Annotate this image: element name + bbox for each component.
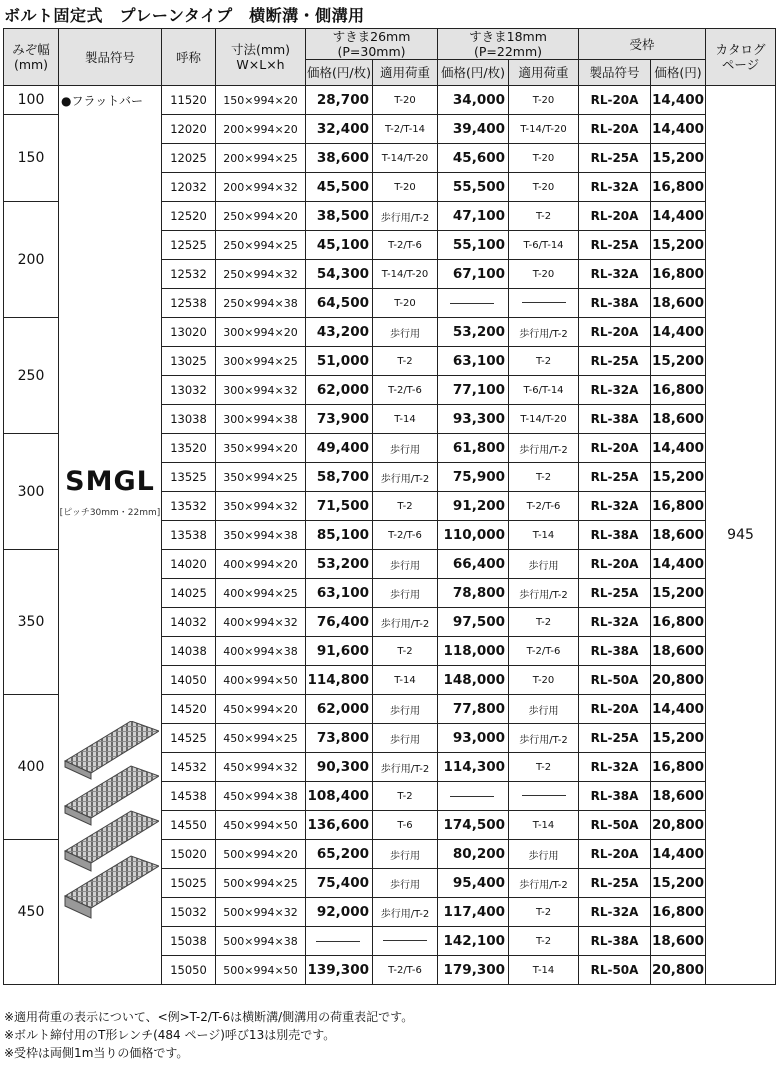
load-18-cell: T-20: [509, 144, 579, 173]
dimension-cell: 300×994×25: [216, 347, 306, 376]
load-18-cell: T-20: [509, 86, 579, 115]
frame-code-cell: RL-20A: [579, 695, 651, 724]
price-26-cell: 45,100: [306, 231, 373, 260]
groove-width-cell: 150: [4, 115, 59, 202]
dimension-cell: 500×994×25: [216, 869, 306, 898]
load-26-cell: T-14: [373, 405, 438, 434]
price-26-cell: [306, 927, 373, 956]
nominal-cell: 14032: [162, 608, 216, 637]
frame-code-cell: RL-38A: [579, 405, 651, 434]
dimension-cell: 300×994×32: [216, 376, 306, 405]
load-18-cell: T-2: [509, 898, 579, 927]
load-26-cell: T-2/T-6: [373, 956, 438, 985]
price-18-cell: 174,500: [438, 811, 509, 840]
frame-price-cell: 20,800: [651, 811, 706, 840]
note-1: ※適用荷重の表示について、<例>T-2/T-6は横断溝/側溝用の荷重表記です。: [4, 1010, 414, 1024]
price-18-cell: 179,300: [438, 956, 509, 985]
dimension-cell: 500×994×38: [216, 927, 306, 956]
load-26-cell: T-2: [373, 637, 438, 666]
frame-code-cell: RL-32A: [579, 608, 651, 637]
dimension-cell: 250×994×20: [216, 202, 306, 231]
header-frame-code: 製品符号: [579, 60, 651, 86]
nominal-cell: 12538: [162, 289, 216, 318]
load-18-cell: T-6/T-14: [509, 231, 579, 260]
frame-price-cell: 20,800: [651, 956, 706, 985]
frame-code-cell: RL-20A: [579, 550, 651, 579]
dash-mark: [450, 796, 494, 797]
frame-code-cell: RL-50A: [579, 811, 651, 840]
dimension-cell: 400×994×32: [216, 608, 306, 637]
load-18-cell: 歩行用/T-2: [509, 434, 579, 463]
load-18-cell: [509, 289, 579, 318]
frame-code-cell: RL-20A: [579, 318, 651, 347]
nominal-cell: 13538: [162, 521, 216, 550]
dimension-cell: 350×994×38: [216, 521, 306, 550]
load-26-cell: T-2: [373, 782, 438, 811]
load-26-cell: 歩行用/T-2: [373, 898, 438, 927]
frame-price-cell: 14,400: [651, 86, 706, 115]
price-26-cell: 63,100: [306, 579, 373, 608]
frame-code-cell: RL-32A: [579, 898, 651, 927]
frame-code-cell: RL-20A: [579, 434, 651, 463]
nominal-cell: 14025: [162, 579, 216, 608]
price-18-cell: 55,100: [438, 231, 509, 260]
price-26-cell: 49,400: [306, 434, 373, 463]
price-26-cell: 91,600: [306, 637, 373, 666]
load-18-cell: 歩行用: [509, 695, 579, 724]
load-26-cell: T-2: [373, 492, 438, 521]
load-26-cell: 歩行用: [373, 840, 438, 869]
price-26-cell: 92,000: [306, 898, 373, 927]
frame-price-cell: 14,400: [651, 318, 706, 347]
price-18-cell: 75,900: [438, 463, 509, 492]
frame-code-cell: RL-25A: [579, 869, 651, 898]
dimension-cell: 400×994×25: [216, 579, 306, 608]
header-width: みぞ幅 (mm): [4, 29, 59, 86]
dimension-cell: 350×994×32: [216, 492, 306, 521]
frame-code-cell: RL-32A: [579, 376, 651, 405]
frame-code-cell: RL-20A: [579, 840, 651, 869]
load-18-cell: T-20: [509, 666, 579, 695]
frame-price-cell: 16,800: [651, 608, 706, 637]
price-26-cell: 108,400: [306, 782, 373, 811]
price-18-cell: 93,000: [438, 724, 509, 753]
price-26-cell: 65,200: [306, 840, 373, 869]
nominal-cell: 15020: [162, 840, 216, 869]
price-18-cell: 118,000: [438, 637, 509, 666]
frame-code-cell: RL-25A: [579, 144, 651, 173]
load-18-cell: 歩行用/T-2: [509, 579, 579, 608]
frame-code-cell: RL-38A: [579, 927, 651, 956]
frame-price-cell: 16,800: [651, 753, 706, 782]
price-26-cell: 32,400: [306, 115, 373, 144]
dimension-cell: 500×994×20: [216, 840, 306, 869]
load-18-cell: 歩行用/T-2: [509, 724, 579, 753]
nominal-cell: 12525: [162, 231, 216, 260]
frame-price-cell: 18,600: [651, 637, 706, 666]
price-18-cell: 67,100: [438, 260, 509, 289]
price-26-cell: 71,500: [306, 492, 373, 521]
header-nominal: 呼称: [162, 29, 216, 86]
frame-price-cell: 14,400: [651, 115, 706, 144]
nominal-cell: 14532: [162, 753, 216, 782]
price-18-cell: 78,800: [438, 579, 509, 608]
nominal-cell: 12532: [162, 260, 216, 289]
header-load-18: 適用荷重: [509, 60, 579, 86]
frame-code-cell: RL-32A: [579, 173, 651, 202]
groove-width-cell: 200: [4, 202, 59, 318]
nominal-cell: 13032: [162, 376, 216, 405]
load-18-cell: 歩行用: [509, 550, 579, 579]
note-3: ※受枠は両側1m当りの価格です。: [4, 1046, 189, 1060]
load-26-cell: T-2/T-6: [373, 231, 438, 260]
nominal-cell: 14520: [162, 695, 216, 724]
frame-price-cell: 20,800: [651, 666, 706, 695]
price-table: [3, 28, 776, 985]
frame-code-cell: RL-20A: [579, 86, 651, 115]
price-18-cell: 39,400: [438, 115, 509, 144]
load-26-cell: T-2/T-6: [373, 521, 438, 550]
frame-price-cell: 15,200: [651, 724, 706, 753]
load-18-cell: 歩行用/T-2: [509, 318, 579, 347]
price-26-cell: 73,900: [306, 405, 373, 434]
nominal-cell: 12025: [162, 144, 216, 173]
load-26-cell: 歩行用/T-2: [373, 202, 438, 231]
load-26-cell: 歩行用: [373, 550, 438, 579]
frame-price-cell: 15,200: [651, 144, 706, 173]
price-26-cell: 136,600: [306, 811, 373, 840]
nominal-cell: 14038: [162, 637, 216, 666]
dimension-cell: 450×994×38: [216, 782, 306, 811]
nominal-cell: 14538: [162, 782, 216, 811]
load-18-cell: T-6/T-14: [509, 376, 579, 405]
nominal-cell: 15050: [162, 956, 216, 985]
dash-mark: [383, 940, 427, 941]
price-26-cell: 38,500: [306, 202, 373, 231]
nominal-cell: 12020: [162, 115, 216, 144]
load-26-cell: T-2/T-6: [373, 376, 438, 405]
frame-price-cell: 15,200: [651, 463, 706, 492]
price-18-cell: 47,100: [438, 202, 509, 231]
frame-price-cell: 16,800: [651, 260, 706, 289]
frame-code-cell: RL-20A: [579, 202, 651, 231]
nominal-cell: 13025: [162, 347, 216, 376]
groove-width-cell: 400: [4, 695, 59, 840]
price-18-cell: 91,200: [438, 492, 509, 521]
frame-price-cell: 14,400: [651, 202, 706, 231]
dimension-cell: 450×994×25: [216, 724, 306, 753]
load-26-cell: T-14/T-20: [373, 260, 438, 289]
load-18-cell: [509, 782, 579, 811]
load-18-cell: T-2: [509, 463, 579, 492]
load-26-cell: 歩行用: [373, 869, 438, 898]
dimension-cell: 200×994×32: [216, 173, 306, 202]
frame-price-cell: 18,600: [651, 405, 706, 434]
price-18-cell: 61,800: [438, 434, 509, 463]
load-26-cell: 歩行用/T-2: [373, 753, 438, 782]
table-row: [4, 86, 776, 115]
frame-price-cell: 16,800: [651, 898, 706, 927]
price-26-cell: 43,200: [306, 318, 373, 347]
load-26-cell: 歩行用: [373, 434, 438, 463]
frame-price-cell: 14,400: [651, 550, 706, 579]
frame-code-cell: RL-38A: [579, 521, 651, 550]
nominal-cell: 14020: [162, 550, 216, 579]
load-18-cell: T-2/T-6: [509, 492, 579, 521]
dimension-cell: 150×994×20: [216, 86, 306, 115]
load-26-cell: T-20: [373, 86, 438, 115]
price-18-cell: [438, 289, 509, 318]
frame-price-cell: 14,400: [651, 434, 706, 463]
frame-price-cell: 15,200: [651, 579, 706, 608]
product-name: SMGL: [65, 466, 155, 497]
frame-price-cell: 15,200: [651, 231, 706, 260]
price-18-cell: 77,800: [438, 695, 509, 724]
price-26-cell: 64,500: [306, 289, 373, 318]
frame-code-cell: RL-25A: [579, 724, 651, 753]
nominal-cell: 14525: [162, 724, 216, 753]
dimension-cell: 400×994×20: [216, 550, 306, 579]
frame-price-cell: 15,200: [651, 869, 706, 898]
load-26-cell: 歩行用: [373, 724, 438, 753]
header-gap26: すきま26mm (P=30mm): [306, 29, 438, 60]
groove-width-cell: 100: [4, 86, 59, 115]
price-26-cell: 58,700: [306, 463, 373, 492]
load-18-cell: T-2: [509, 927, 579, 956]
load-18-cell: 歩行用/T-2: [509, 869, 579, 898]
frame-price-cell: 15,200: [651, 347, 706, 376]
nominal-cell: 12032: [162, 173, 216, 202]
price-26-cell: 54,300: [306, 260, 373, 289]
load-18-cell: 歩行用: [509, 840, 579, 869]
frame-code-cell: RL-20A: [579, 115, 651, 144]
price-26-cell: 139,300: [306, 956, 373, 985]
price-18-cell: 114,300: [438, 753, 509, 782]
price-26-cell: 53,200: [306, 550, 373, 579]
dimension-cell: 200×994×25: [216, 144, 306, 173]
load-26-cell: 歩行用/T-2: [373, 608, 438, 637]
load-26-cell: T-20: [373, 289, 438, 318]
groove-width-cell: 350: [4, 550, 59, 695]
nominal-cell: 13525: [162, 463, 216, 492]
price-18-cell: 142,100: [438, 927, 509, 956]
load-18-cell: T-2/T-6: [509, 637, 579, 666]
load-18-cell: T-14/T-20: [509, 115, 579, 144]
frame-price-cell: 18,600: [651, 927, 706, 956]
load-18-cell: T-14: [509, 811, 579, 840]
notes: [4, 1008, 413, 1062]
nominal-cell: 15032: [162, 898, 216, 927]
load-18-cell: T-14/T-20: [509, 405, 579, 434]
price-18-cell: 97,500: [438, 608, 509, 637]
header-catalog: カタログ ページ: [706, 29, 776, 86]
dimension-cell: 450×994×20: [216, 695, 306, 724]
dash-mark: [522, 302, 566, 303]
product-cell: [59, 86, 162, 985]
price-26-cell: 73,800: [306, 724, 373, 753]
dimension-cell: 250×994×25: [216, 231, 306, 260]
load-26-cell: T-2: [373, 347, 438, 376]
nominal-cell: 14050: [162, 666, 216, 695]
frame-price-cell: 18,600: [651, 521, 706, 550]
load-26-cell: T-20: [373, 173, 438, 202]
table-body: [4, 86, 776, 985]
frame-code-cell: RL-32A: [579, 492, 651, 521]
nominal-cell: 15038: [162, 927, 216, 956]
price-26-cell: 90,300: [306, 753, 373, 782]
price-26-cell: 75,400: [306, 869, 373, 898]
frame-price-cell: 16,800: [651, 173, 706, 202]
load-18-cell: T-20: [509, 173, 579, 202]
price-18-cell: 93,300: [438, 405, 509, 434]
dash-mark: [450, 303, 494, 304]
frame-code-cell: RL-25A: [579, 347, 651, 376]
dimension-cell: 500×994×32: [216, 898, 306, 927]
load-18-cell: T-2: [509, 202, 579, 231]
dimension-cell: 450×994×32: [216, 753, 306, 782]
nominal-cell: 12520: [162, 202, 216, 231]
load-18-cell: T-2: [509, 753, 579, 782]
dimension-cell: 400×994×50: [216, 666, 306, 695]
load-26-cell: 歩行用: [373, 579, 438, 608]
dash-mark: [316, 941, 360, 942]
load-26-cell: 歩行用/T-2: [373, 463, 438, 492]
header-dimensions: 寸法(mm) W×L×h: [216, 29, 306, 86]
page-title: ボルト固定式 プレーンタイプ 横断溝・側溝用: [4, 6, 365, 25]
frame-price-cell: 18,600: [651, 782, 706, 811]
load-26-cell: 歩行用: [373, 695, 438, 724]
price-18-cell: 55,500: [438, 173, 509, 202]
price-18-cell: 34,000: [438, 86, 509, 115]
header-gap18: すきま18mm (P=22mm): [438, 29, 579, 60]
frame-code-cell: RL-38A: [579, 637, 651, 666]
price-26-cell: 85,100: [306, 521, 373, 550]
header-frame-price: 価格(円): [651, 60, 706, 86]
dimension-cell: 450×994×50: [216, 811, 306, 840]
frame-price-cell: 16,800: [651, 492, 706, 521]
frame-price-cell: 18,600: [651, 289, 706, 318]
load-26-cell: T-2/T-14: [373, 115, 438, 144]
frame-code-cell: RL-50A: [579, 666, 651, 695]
price-18-cell: 117,400: [438, 898, 509, 927]
load-18-cell: T-20: [509, 260, 579, 289]
price-18-cell: 53,200: [438, 318, 509, 347]
load-26-cell: T-14: [373, 666, 438, 695]
groove-width-cell: 300: [4, 434, 59, 550]
dash-mark: [522, 795, 566, 796]
header-price-26: 価格(円/枚): [306, 60, 373, 86]
frame-price-cell: 14,400: [651, 840, 706, 869]
groove-width-cell: 450: [4, 840, 59, 985]
nominal-cell: 11520: [162, 86, 216, 115]
price-18-cell: 45,600: [438, 144, 509, 173]
grating-image: [61, 721, 159, 934]
nominal-cell: 13532: [162, 492, 216, 521]
frame-code-cell: RL-25A: [579, 463, 651, 492]
frame-code-cell: RL-32A: [579, 753, 651, 782]
nominal-cell: 13020: [162, 318, 216, 347]
nominal-cell: 13038: [162, 405, 216, 434]
groove-width-cell: 250: [4, 318, 59, 434]
dimension-cell: 350×994×25: [216, 463, 306, 492]
catalog-page-cell: 945: [706, 86, 776, 985]
nominal-cell: 13520: [162, 434, 216, 463]
price-18-cell: 63,100: [438, 347, 509, 376]
price-18-cell: 95,400: [438, 869, 509, 898]
dimension-cell: 300×994×20: [216, 318, 306, 347]
dimension-cell: 250×994×38: [216, 289, 306, 318]
frame-code-cell: RL-38A: [579, 782, 651, 811]
frame-code-cell: RL-50A: [579, 956, 651, 985]
price-18-cell: 80,200: [438, 840, 509, 869]
header-price-18: 価格(円/枚): [438, 60, 509, 86]
load-26-cell: T-14/T-20: [373, 144, 438, 173]
dimension-cell: 350×994×20: [216, 434, 306, 463]
nominal-cell: 15025: [162, 869, 216, 898]
load-18-cell: T-14: [509, 956, 579, 985]
price-26-cell: 28,700: [306, 86, 373, 115]
price-26-cell: 45,500: [306, 173, 373, 202]
frame-code-cell: RL-25A: [579, 231, 651, 260]
dimension-cell: 500×994×50: [216, 956, 306, 985]
load-18-cell: T-2: [509, 608, 579, 637]
frame-code-cell: RL-38A: [579, 289, 651, 318]
dimension-cell: 400×994×38: [216, 637, 306, 666]
price-26-cell: 114,800: [306, 666, 373, 695]
frame-code-cell: RL-25A: [579, 579, 651, 608]
frame-price-cell: 14,400: [651, 695, 706, 724]
price-26-cell: 76,400: [306, 608, 373, 637]
nominal-cell: 14550: [162, 811, 216, 840]
load-26-cell: [373, 927, 438, 956]
price-18-cell: [438, 782, 509, 811]
flatbar-label: ●フラットバー: [61, 94, 143, 108]
frame-code-cell: RL-32A: [579, 260, 651, 289]
price-26-cell: 38,600: [306, 144, 373, 173]
price-18-cell: 77,100: [438, 376, 509, 405]
price-26-cell: 62,000: [306, 695, 373, 724]
dimension-cell: 300×994×38: [216, 405, 306, 434]
price-26-cell: 62,000: [306, 376, 373, 405]
header-load-26: 適用荷重: [373, 60, 438, 86]
load-18-cell: T-14: [509, 521, 579, 550]
load-26-cell: 歩行用: [373, 318, 438, 347]
load-26-cell: T-6: [373, 811, 438, 840]
dimension-cell: 250×994×32: [216, 260, 306, 289]
price-26-cell: 51,000: [306, 347, 373, 376]
load-18-cell: T-2: [509, 347, 579, 376]
note-2: ※ボルト締付用のT形レンチ(484 ページ)呼び13は別売です。: [4, 1028, 336, 1042]
dimension-cell: 200×994×20: [216, 115, 306, 144]
header-product-code: 製品符号: [59, 29, 162, 86]
frame-price-cell: 16,800: [651, 376, 706, 405]
price-18-cell: 148,000: [438, 666, 509, 695]
price-18-cell: 66,400: [438, 550, 509, 579]
price-18-cell: 110,000: [438, 521, 509, 550]
pitch-label: [ピッチ30mm・22mm]: [59, 508, 161, 518]
header-frame: 受枠: [579, 29, 706, 60]
